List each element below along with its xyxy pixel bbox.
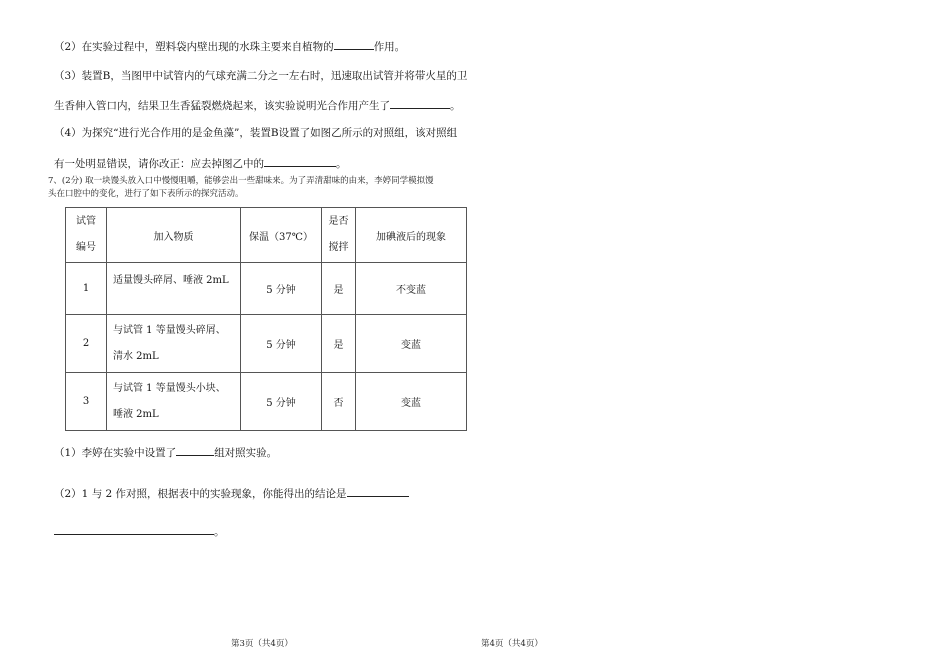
q6-part3-tail: 。 — [450, 100, 461, 112]
q7-sub1-tail: 组对照实验。 — [214, 447, 278, 459]
q6-part4-text: 有一处明显错误，请你改正：应去掉图乙中的 — [54, 158, 264, 170]
row3-material-line2: 唾液 2mL — [113, 408, 159, 420]
q7-sub2-blank-1[interactable] — [347, 485, 409, 497]
experiment-table — [65, 207, 467, 431]
q7-sub2-continued — [54, 523, 225, 539]
q7-intro-line1: 7、(2分) 取一块馒头放入口中慢慢咀嚼，能够尝出一些甜味来。为了弄清甜味的由来，李婷同学模拟馒 — [48, 176, 434, 186]
table-row — [66, 263, 467, 315]
q7-sub1 — [54, 444, 277, 460]
row2-no: 2 — [66, 315, 107, 373]
row3-result: 变蓝 — [356, 373, 467, 431]
row2-result: 变蓝 — [356, 315, 467, 373]
table-row — [66, 315, 467, 373]
row1-material — [107, 263, 241, 315]
header-material: 加入物质 — [107, 208, 241, 263]
q6-part3-line2 — [54, 97, 461, 113]
q6-part3-line1: （3）装置B，当图甲中试管内的气球充满二分之一左右时，迅速取出试管并将带火星的卫 — [54, 70, 468, 82]
row3-temp: 5 分钟 — [241, 373, 322, 431]
q6-part2-blank[interactable] — [334, 38, 374, 50]
header-tube-line2: 编号 — [76, 242, 96, 253]
table-header-row — [66, 208, 467, 263]
row3-material-line1: 与试管 1 等量馒头小块、 — [113, 382, 226, 394]
q7-sub2-blank-2[interactable] — [54, 523, 214, 535]
q6-part4-line2 — [54, 155, 347, 171]
header-stir — [322, 208, 356, 263]
q6-part2 — [54, 38, 405, 54]
q6-part2-text: （2）在实验过程中，塑料袋内壁出现的水珠主要来自植物的 — [54, 41, 334, 53]
q7-sub1-text: （1）李婷在实验中设置了 — [54, 447, 177, 459]
q6-part4-blank[interactable] — [264, 155, 336, 167]
row1-result: 不变蓝 — [356, 263, 467, 315]
q7-sub2-text: （2）1 与 2 作对照，根据表中的实验现象，你能得出的结论是 — [54, 488, 347, 500]
page-number-right: 第4页（共4页） — [481, 639, 543, 649]
row1-no: 1 — [66, 263, 107, 315]
row3-material — [107, 373, 241, 431]
header-temp: 保温（37℃） — [241, 208, 322, 263]
row1-material-line1: 适量馒头碎屑、唾液 2mL — [113, 275, 229, 286]
q6-part3-blank[interactable] — [390, 97, 450, 109]
row3-no: 3 — [66, 373, 107, 431]
table-row — [66, 373, 467, 431]
row1-stir: 是 — [322, 263, 356, 315]
q7-intro-line2: 头在口腔中的变化，进行了如下表所示的探究活动。 — [48, 189, 244, 199]
q6-part2-tail: 作用。 — [373, 41, 406, 53]
row2-temp: 5 分钟 — [241, 315, 322, 373]
q6-part4-line1: （4）为探究“进行光合作用的是金鱼藻”，装置B设置了如图乙所示的对照组，该对照组 — [54, 127, 458, 139]
row3-stir: 否 — [322, 373, 356, 431]
q7-sub2 — [54, 485, 409, 501]
header-stir-line2: 搅拌 — [328, 242, 349, 253]
row2-stir: 是 — [322, 315, 356, 373]
header-result: 加碘液后的现象 — [356, 208, 467, 263]
row2-material-line1: 与试管 1 等量馒头碎屑、 — [113, 324, 226, 336]
header-stir-line1: 是否 — [328, 216, 349, 227]
q7-sub2-end: 。 — [214, 526, 225, 538]
q6-part4-tail: 。 — [336, 158, 347, 170]
row2-material — [107, 315, 241, 373]
header-tube-line1: 试管 — [76, 216, 96, 227]
row2-material-line2: 清水 2mL — [113, 350, 159, 362]
page-number-left: 第3页（共4页） — [231, 639, 293, 649]
row1-temp: 5 分钟 — [241, 263, 322, 315]
q6-part3-text: 生香伸入管口内，结果卫生香猛裂燃烧起来，该实验说明光合作用产生了 — [54, 100, 390, 112]
q7-sub1-blank[interactable] — [176, 444, 214, 456]
header-tube — [66, 208, 107, 263]
